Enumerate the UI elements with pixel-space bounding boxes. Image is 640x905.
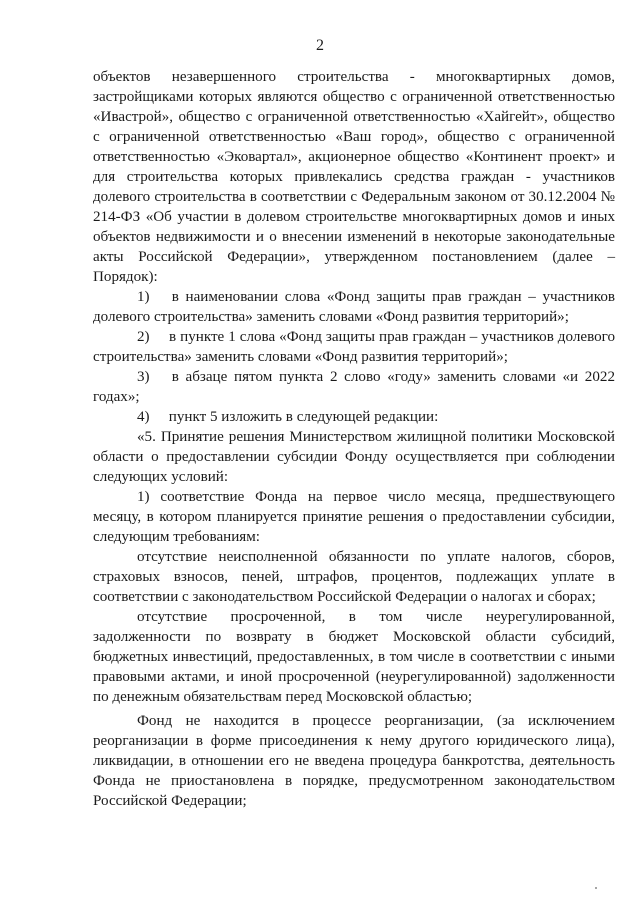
paragraph-point-5	[93, 427, 615, 487]
paragraph-text: 1) соответствие Фонда на первое число месяца, предшествующего месяцу, в котором планируется принятие решения о предоставлении субсидии, следующим требованиям:	[93, 489, 615, 545]
list-item-number: 3)	[137, 369, 150, 385]
list-item-text: в наименовании слова «Фонд защиты прав граждан – участников долевого строительства» заменить словами «Фонд развития территорий»;	[93, 289, 615, 325]
paragraph-text: Фонд не находится в процессе реорганизации, (за исключением реорганизации в форме присоединения к нему другого юридического лица), ликвидации, в отношении его не введена процедура банкротства, деятельность Фонда не приостановлена в порядке, предусмотренном законодательством Российской Федерации;	[93, 713, 615, 809]
list-item-text: в пункте 1 слова «Фонд защиты прав граждан – участников долевого строительства» заменить словами «Фонд развития территорий»;	[93, 329, 616, 365]
list-item-1	[93, 287, 615, 327]
list-item-text: пункт 5 изложить в следующей редакции:	[168, 409, 439, 425]
paragraph-requirement-taxes	[93, 547, 615, 607]
paragraph-subpoint-1	[93, 487, 615, 547]
list-item-3	[93, 367, 615, 407]
paragraph-text: «5. Принятие решения Министерством жилищной политики Московской области о предоставлении субсидии Фонду осуществляется при соблюдении следующих условий:	[93, 429, 615, 485]
paragraph-text: отсутствие неисполненной обязанности по уплате налогов, сборов, страховых взносов, пеней, штрафов, процентов, подлежащих уплате в соответствии с законодательством Российской Федерации о налогах и сборах;	[93, 549, 615, 605]
paragraph-requirement-debt	[93, 607, 615, 707]
page-number: 2	[316, 37, 324, 54]
list-item-number: 2)	[137, 329, 150, 345]
list-item-number: 1)	[137, 289, 150, 305]
scan-speck	[595, 887, 597, 889]
list-item-number: 4)	[137, 409, 150, 425]
list-item-4	[93, 407, 615, 427]
paragraph-continuation	[93, 67, 615, 287]
paragraph-requirement-reorganization	[93, 711, 615, 811]
paragraph-text: объектов незавершенного строительства - многоквартирных домов, застройщиками которых являются общество с ограниченной ответственностью «Ивастрой», общество с ограниченной ответственностью «Хайгейт», общество с ограниченной ответственностью «Ваш город», общество с ограниченной ответственностью «Эковартал», акционерное общество «Континент проект» и для строительства которых привлекались средства граждан - участников долевого строительства в соответствии с Федеральным законом от 30.12.2004 № 214-ФЗ «Об участии в долевом строительстве многоквартирных домов и иных объектов недвижимости и о внесении изменений в некоторые законодательные акты Российской Федерации», утвержденном постановлением (далее – Порядок):	[93, 69, 615, 285]
list-item-text: в абзаце пятом пункта 2 слово «году» заменить словами «и 2022 годах»;	[93, 369, 615, 405]
document-body	[93, 67, 615, 811]
paragraph-text: отсутствие просроченной, в том числе неурегулированной, задолженности по возврату в бюджет Московской области субсидий, бюджетных инвестиций, предоставленных, в том числе в соответствии с иными правовыми актами, и иной просроченной (неурегулированной) задолженности по денежным обязательствам перед Московской областью;	[93, 609, 615, 705]
list-item-2	[93, 327, 615, 367]
